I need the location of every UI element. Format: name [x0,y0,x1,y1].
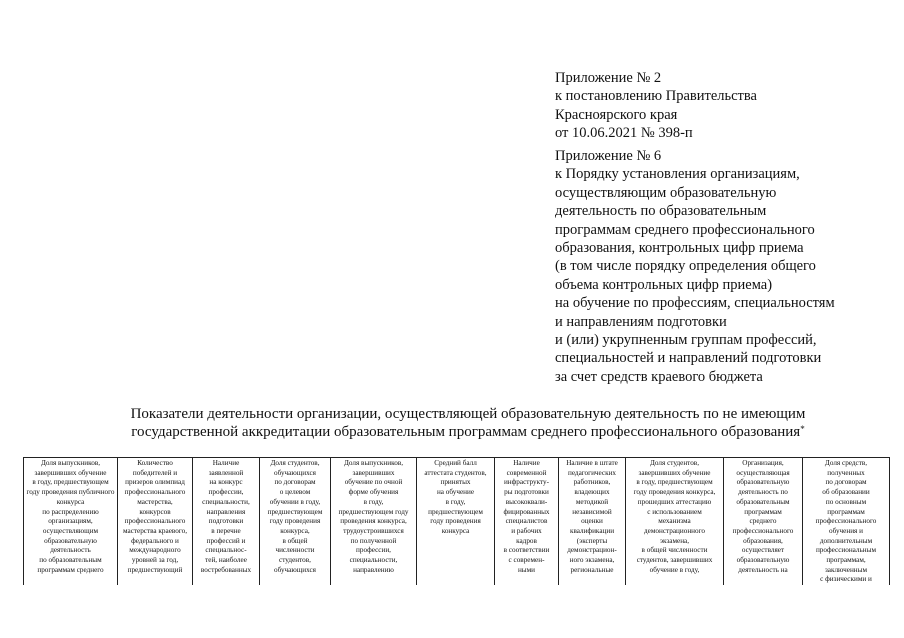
header-cell-line: студентов, [279,556,311,565]
title-line-2: государственной аккредитации образовательным программам среднего профессионального образования* [131,424,805,440]
header-cell-line: профессии, [356,546,391,555]
header-cell-line: фицированных [503,507,550,516]
header-cell-line: (эксперты [576,536,608,545]
appendix-6-line: на обучение по профессиям, специальностям [555,295,835,312]
header-cell-line: обучение в году, [649,565,700,574]
header-cell-line: педагогических [567,468,617,477]
header-cell-line: обучении в году, [269,497,321,506]
header-cell-line: аттестата студентов, [424,468,487,477]
footnote-mark: * [800,424,805,434]
header-cell-line: году проведения конкурса, [633,488,716,497]
header-cell-line: мастерства краевого, [123,526,187,535]
header-cell-line: специальности, [349,556,398,565]
appendix-2-header [555,69,757,143]
table-header-cell [118,458,193,586]
header-cell-line: профессионального [815,517,877,526]
header-cell-line: профессионального [732,526,794,535]
appendix-2-line: от 10.06.2021 № 398-п [555,125,693,142]
header-cell-line: Количество [137,459,173,467]
header-cell-line: об образовании [822,488,870,497]
header-cell-line: Доля средств, [824,459,868,467]
header-cell-line: международного [129,546,181,555]
header-cell-line: осуществляющая [736,468,790,477]
header-cell-line: дополнительным [819,536,873,545]
header-cell-line: и рабочих [511,526,542,535]
table-header-cell [626,458,724,586]
header-cell-line: в году, [445,497,466,506]
indicators-table [23,457,890,585]
header-cell-line: Организация, [742,459,784,467]
table-header-row [24,458,890,586]
table-header-cell [803,458,890,586]
header-cell-line: уровней за год, [131,556,179,565]
header-cell-line: с современ- [508,556,545,565]
header-cell-line: работников, [573,478,611,487]
header-cell-line: призеров олимпиад [125,478,185,487]
header-cell-line: профессий и [206,536,246,545]
table-header-cell [24,458,118,586]
header-cell-line: кадров [516,536,537,545]
header-cell-line: экзамена, [659,536,690,545]
appendix-6-line: и (или) укрупненным группам профессий, [555,332,817,349]
appendix-6-header [555,147,835,386]
header-cell-line: в соответствии [503,546,550,555]
header-cell-line: в общей численности [641,546,708,555]
header-cell-line: образовательную [44,536,97,545]
header-cell-line: квалификации [569,526,615,535]
header-cell-line: специальности, [202,497,250,506]
header-cell-line: Наличие [513,459,540,467]
header-cell-line: специалистов [505,517,548,526]
header-cell-line: организациям, [48,517,93,526]
header-cell-line: подготовки [208,517,244,526]
header-cell-line: в общей [282,536,308,545]
header-cell-line: Наличие [212,459,240,467]
header-cell-line: победителей и [132,468,178,477]
header-cell-line: ными [517,565,536,574]
header-cell-line: году проведения [430,517,481,526]
header-cell-line: конкурса [441,526,470,535]
header-cell-line: предшествующем [428,507,483,516]
document-title [0,405,904,441]
header-cell-line: деятельность [50,546,91,555]
header-cell-line: ры подготовки [504,488,549,497]
appendix-6-line: специальностей и направлений подготовки [555,350,822,367]
header-cell-line: программам [827,507,865,516]
header-cell-line: году проведения [269,517,321,526]
header-cell-line: Доля студентов, [270,459,320,467]
header-cell-line: востребованных [200,565,252,574]
header-cell-line: в году, предшествующем [636,478,713,487]
header-cell-line: по основным [825,497,867,506]
header-cell-line: образовательную [736,556,790,565]
header-cell-line: образовательным [736,497,790,506]
header-cell-line: образования, [743,536,783,545]
header-cell-line: региональные [570,565,614,574]
header-cell-line: по образовательным [39,556,102,565]
header-cell-line: программам, [826,556,866,565]
header-cell-line: профессионального [124,517,186,526]
header-cell-line: программам [744,507,782,516]
header-cell-line: по распределению [42,507,99,516]
header-cell-line: профессионального [124,488,186,497]
header-cell-line: конкурса [56,497,85,506]
header-cell-line: инфраструкту- [503,478,550,487]
header-cell-line: программам среднего [37,565,104,574]
header-cell-line: ного экзамена, [569,556,615,565]
header-cell-line: осуществляющим [42,526,99,535]
header-cell-line: обучения и [828,526,864,535]
table-header-cell [559,458,626,586]
header-cell-line: по полученной [350,536,397,545]
appendix-6-line: деятельность по образовательным [555,203,767,220]
header-cell-line: трудоустроившихся [343,526,404,535]
header-cell-line: предшествующий [127,565,183,574]
header-cell-line: конкурсов [139,507,171,516]
appendix-6-line: программам среднего профессионального [555,221,815,238]
header-cell-line: форме обучения [348,488,399,497]
header-cell-line: механизма [658,517,691,526]
header-cell-line: в году, предшествующем [32,478,109,487]
header-cell-line: заявленной [208,468,244,477]
header-cell-line: в году, [363,497,384,506]
header-cell-line: прошедших аттестацию [637,497,712,506]
header-cell-line: направлению [353,565,394,574]
table-header-cell [724,458,803,586]
header-cell-line: завершивших обучение [638,468,711,477]
header-cell-line: демонстрацион- [567,546,617,555]
appendix-6-line: и направлениям подготовки [555,313,727,330]
appendix-6-line: объема контрольных цифр приема) [555,276,773,293]
header-cell-line: году проведения публичного [26,488,115,497]
header-cell-line: обучающихся [273,468,316,477]
header-cell-line: специальнос- [205,546,247,555]
header-cell-line: по договорам [274,478,316,487]
header-cell-line: независимой [572,507,612,516]
table-header-cell [193,458,260,586]
header-cell-line: конкурса, [280,526,310,535]
header-cell-line: численности [275,546,315,555]
table-header-cell [495,458,559,586]
appendix-2-line: Приложение № 2 [555,70,662,86]
appendix-2-line: Красноярского края [555,106,678,123]
header-cell-line: направления [206,507,246,516]
table-header-cell [417,458,495,586]
appendix-6-line: Приложение № 6 [555,148,662,164]
header-cell-line: завершивших [352,468,395,477]
header-cell-line: о целевом [279,488,311,497]
header-cell-line: на обучение [436,488,475,497]
header-cell-line: студентов, завершивших [636,556,713,565]
header-cell-line: предшествующем году [338,507,409,516]
header-cell-line: высококвали- [505,497,548,506]
header-cell-line: современной [506,468,547,477]
header-cell-line: осуществляет [741,546,785,555]
header-cell-line: обучающихся [273,565,316,574]
header-cell-line: проведения конкурса, [340,517,407,526]
header-cell-line: владеющих [574,488,610,497]
header-cell-line: демонстрационного [644,526,705,535]
header-cell-line: на конкурс [209,478,243,487]
title-line-1: Показатели деятельности организации, осуществляющей образовательную деятельность по не имеющим [130,406,806,422]
header-cell-line: деятельность по [738,488,788,497]
header-cell-line: заключенным [824,565,868,574]
header-cell-line: завершивших обучение [34,468,107,477]
header-cell-line: профессиональным [815,546,877,555]
header-cell-line: Доля выпускников, [40,459,101,467]
header-cell-line: деятельность на [738,565,788,574]
header-cell-line: методикой [575,497,609,506]
header-cell-line: Наличие в штате [566,459,618,467]
header-cell-line: полученных [827,468,865,477]
table-header-cell [331,458,417,586]
header-cell-line: с использованием [647,507,702,516]
header-cell-line: мастерства, [137,497,173,506]
header-cell-line: образовательную [736,478,790,487]
header-cell-line: по договорам [825,478,867,487]
appendix-6-line: за счет средств краевого бюджета [555,368,763,385]
appendix-6-line: осуществляющим образовательную [555,184,777,201]
header-cell-line: принятых [440,478,471,487]
header-cell-line: в перечне [211,526,241,535]
header-cell-line: среднего [749,517,777,526]
appendix-6-line: к Порядку установления организациям, [555,166,800,183]
table-header-cell [260,458,331,586]
header-cell-line: оценки [581,517,603,526]
header-cell-line: с физическими и [820,575,872,584]
header-cell-line: профессии, [208,488,244,497]
header-cell-line: предшествующем [267,507,323,516]
header-cell-line: Средний балл [434,459,477,467]
header-cell-line: Доля выпускников, [343,459,404,467]
appendix-2-line: к постановлению Правительства [555,88,757,105]
header-cell-line: Доля студентов, [650,459,699,467]
appendix-6-line: (в том числе порядку определения общего [555,258,816,275]
header-cell-line: федерального и [131,536,179,545]
header-cell-line: тей, наиболее [205,556,247,565]
appendix-6-line: образования, контрольных цифр приема [555,240,804,257]
header-cell-line: обучение по очной [344,478,403,487]
